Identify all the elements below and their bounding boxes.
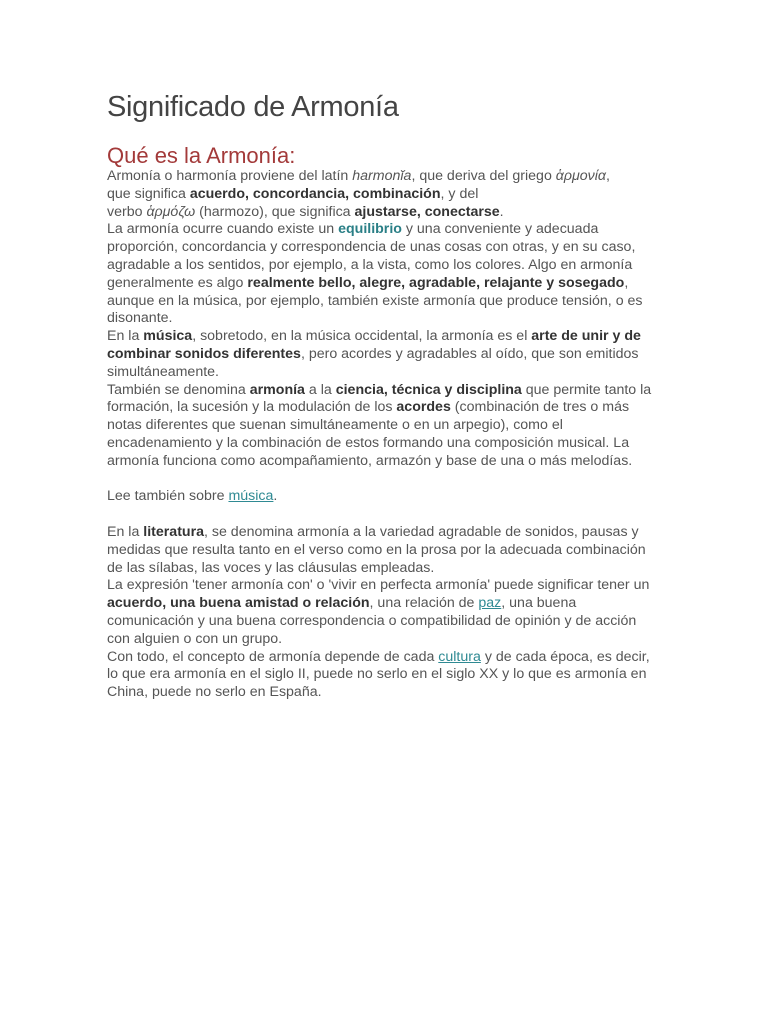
text-run: .: [499, 203, 504, 220]
musica-link[interactable]: música: [228, 488, 274, 505]
paragraph-see-also: [107, 488, 663, 506]
text-run: que permite tanto la formación, la sucesión y la modulación de los: [107, 381, 652, 416]
paragraph-expression: [107, 577, 663, 648]
text-run: , sobretodo, en la música occidental, la armonía es el: [192, 328, 532, 345]
text-run: (harmozo), que significa: [195, 203, 355, 220]
spacer: [107, 506, 663, 524]
equilibrio-link[interactable]: equilibrio: [338, 221, 402, 238]
text-run: , una buena comunicación y una buena correspondencia o compatibilidad de opinión y de acción con alguien o con un grupo.: [107, 595, 637, 647]
text-run: , se denomina armonía a la variedad agradable de sonidos, pausas y medidas que resulta tanto en el verso como en la prosa por la adecuada combinación de las sílabas, las voces y las cláusulas empleadas.: [107, 523, 646, 576]
text-run: , aunque en la música, por ejemplo, también existe armonía que produce tensión, o es disonante.: [107, 274, 643, 327]
text-run: Con todo, el concepto de armonía depende de cada: [107, 648, 439, 665]
text-run: .: [273, 488, 278, 505]
bold-term: armonía: [249, 381, 305, 398]
paz-link[interactable]: paz: [478, 595, 502, 612]
text-run: y una conveniente y adecuada proporción, concordancia y correspondencia de unas cosas con otras, y en su caso, agradable a los sentidos, por ejemplo, a la vista, como los colores. Algo en armonía generalmente es algo: [107, 221, 636, 291]
text-run: a la: [304, 381, 336, 398]
paragraph-etymology: [107, 168, 663, 221]
greek-verb: ἁρμόζω: [146, 203, 196, 220]
section-heading: Qué es la Armonía:: [107, 143, 296, 168]
bold-term: literatura: [143, 523, 204, 540]
paragraph-literature: [107, 524, 663, 577]
text-run: La armonía ocurre cuando existe un: [107, 221, 339, 238]
greek-word: ἁρμονία: [555, 168, 606, 184]
paragraph-culture: [107, 649, 663, 702]
text-run: , que deriva del griego: [411, 168, 556, 184]
bold-term: acuerdo, una buena amistad o relación: [107, 595, 370, 612]
bold-term: arte de unir y de combinar sonidos diferentes: [107, 328, 641, 362]
cultura-link[interactable]: cultura: [438, 648, 481, 665]
page-title: Significado de Armonía: [107, 91, 399, 123]
article-body: [107, 168, 663, 702]
text-run: Lee también sobre: [107, 488, 229, 505]
bold-term: realmente bello, alegre, agradable, relajante y sosegado: [247, 274, 625, 291]
latin-word: harmonĭa: [352, 168, 412, 184]
text-run: En la: [107, 328, 144, 345]
text-run: y de cada época, es decir, lo que era armonía en el siglo II, puede no serlo en el siglo XX y lo que es armonía en China, puede no serlo en España.: [107, 648, 650, 701]
text-run: En la: [107, 523, 144, 540]
text-run: que significa: [107, 185, 190, 202]
text-run: (combinación de tres o más notas diferentes que suenan simultáneamente o en un arpegio), como el encadenamiento y la combinación de estos formando una composición musical. La armonía funciona como acompañamiento, armazón y base de una o más melodías.: [107, 399, 633, 469]
paragraph-definition: [107, 221, 663, 328]
paragraph-music: [107, 328, 663, 381]
text-run: , una relación de: [369, 595, 479, 612]
spacer: [107, 471, 663, 489]
text-run: También se denomina: [107, 381, 250, 398]
text-run: ,: [606, 168, 610, 184]
bold-term: ciencia, técnica y disciplina: [335, 381, 522, 398]
text-run: La expresión 'tener armonía con' o 'vivir en perfecta armonía' puede significar tener un: [107, 577, 650, 594]
bold-term: ajustarse, conectarse: [354, 203, 500, 220]
text-run: , y del: [440, 185, 479, 202]
text-run: Armonía o harmonía proviene del latín: [107, 168, 353, 184]
bold-term: acordes: [396, 399, 451, 416]
bold-term: acuerdo, concordancia, combinación: [189, 185, 441, 202]
bold-term: música: [143, 328, 193, 345]
paragraph-science: [107, 382, 663, 471]
text-run: , pero acordes y agradables al oído, que son emitidos simultáneamente.: [107, 345, 639, 380]
text-run: verbo: [107, 203, 147, 220]
